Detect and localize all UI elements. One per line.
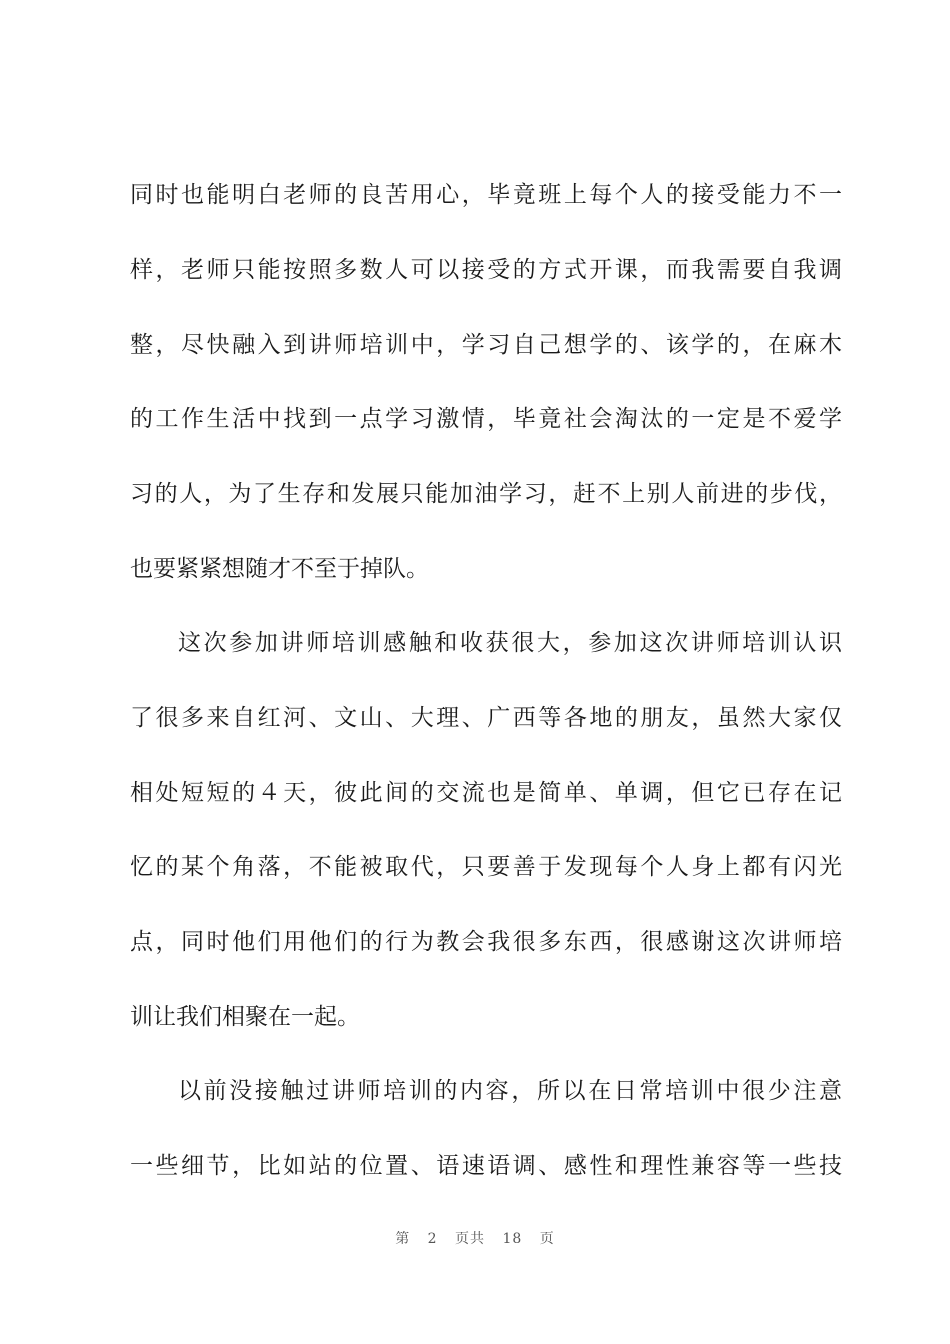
footer-total-pages: 18 xyxy=(502,1231,523,1247)
footer-page-number: 2 xyxy=(427,1231,438,1247)
footer-prefix: 第 xyxy=(395,1231,411,1247)
footer-middle: 页共 xyxy=(455,1231,486,1247)
paragraph-line: 一些细节，比如站的位置、语速语调、感性和理性兼容等一些技 xyxy=(130,1153,842,1179)
paragraph-line: 以前没接触过讲师培训的内容，所以在日常培训中很少注意 xyxy=(178,1078,842,1104)
paragraph-line: 的工作生活中找到一点学习激情，毕竟社会淘汰的一定是不爱学 xyxy=(130,406,842,432)
paragraph-line: 也要紧紧想随才不至于掉队。 xyxy=(130,556,429,582)
paragraph-line: 习的人，为了生存和发展只能加油学习，赶不上别人前进的步伐， xyxy=(130,481,842,507)
footer-suffix: 页 xyxy=(539,1231,555,1247)
paragraph-line: 样，老师只能按照多数人可以接受的方式开课，而我需要自我调 xyxy=(130,257,842,283)
paragraph-line: 训让我们相聚在一起。 xyxy=(130,1004,360,1030)
paragraph-line: 相处短短的４天，彼此间的交流也是简单、单调，但它已存在记 xyxy=(130,780,842,806)
paragraph-line: 同时也能明白老师的良苦用心，毕竟班上每个人的接受能力不一 xyxy=(130,182,842,208)
paragraph-line: 忆的某个角落，不能被取代，只要善于发现每个人身上都有闪光 xyxy=(130,854,842,880)
paragraph-line: 整，尽快融入到讲师培训中，学习自己想学的、该学的，在麻木 xyxy=(130,332,842,358)
paragraph-line: 点，同时他们用他们的行为教会我很多东西，很感谢这次讲师培 xyxy=(130,929,842,955)
page-footer xyxy=(0,1228,950,1248)
paragraph-line: 这次参加讲师培训感触和收获很大，参加这次讲师培训认识 xyxy=(178,630,842,656)
paragraph-line: 了很多来自红河、文山、大理、广西等各地的朋友，虽然大家仅 xyxy=(130,705,842,731)
